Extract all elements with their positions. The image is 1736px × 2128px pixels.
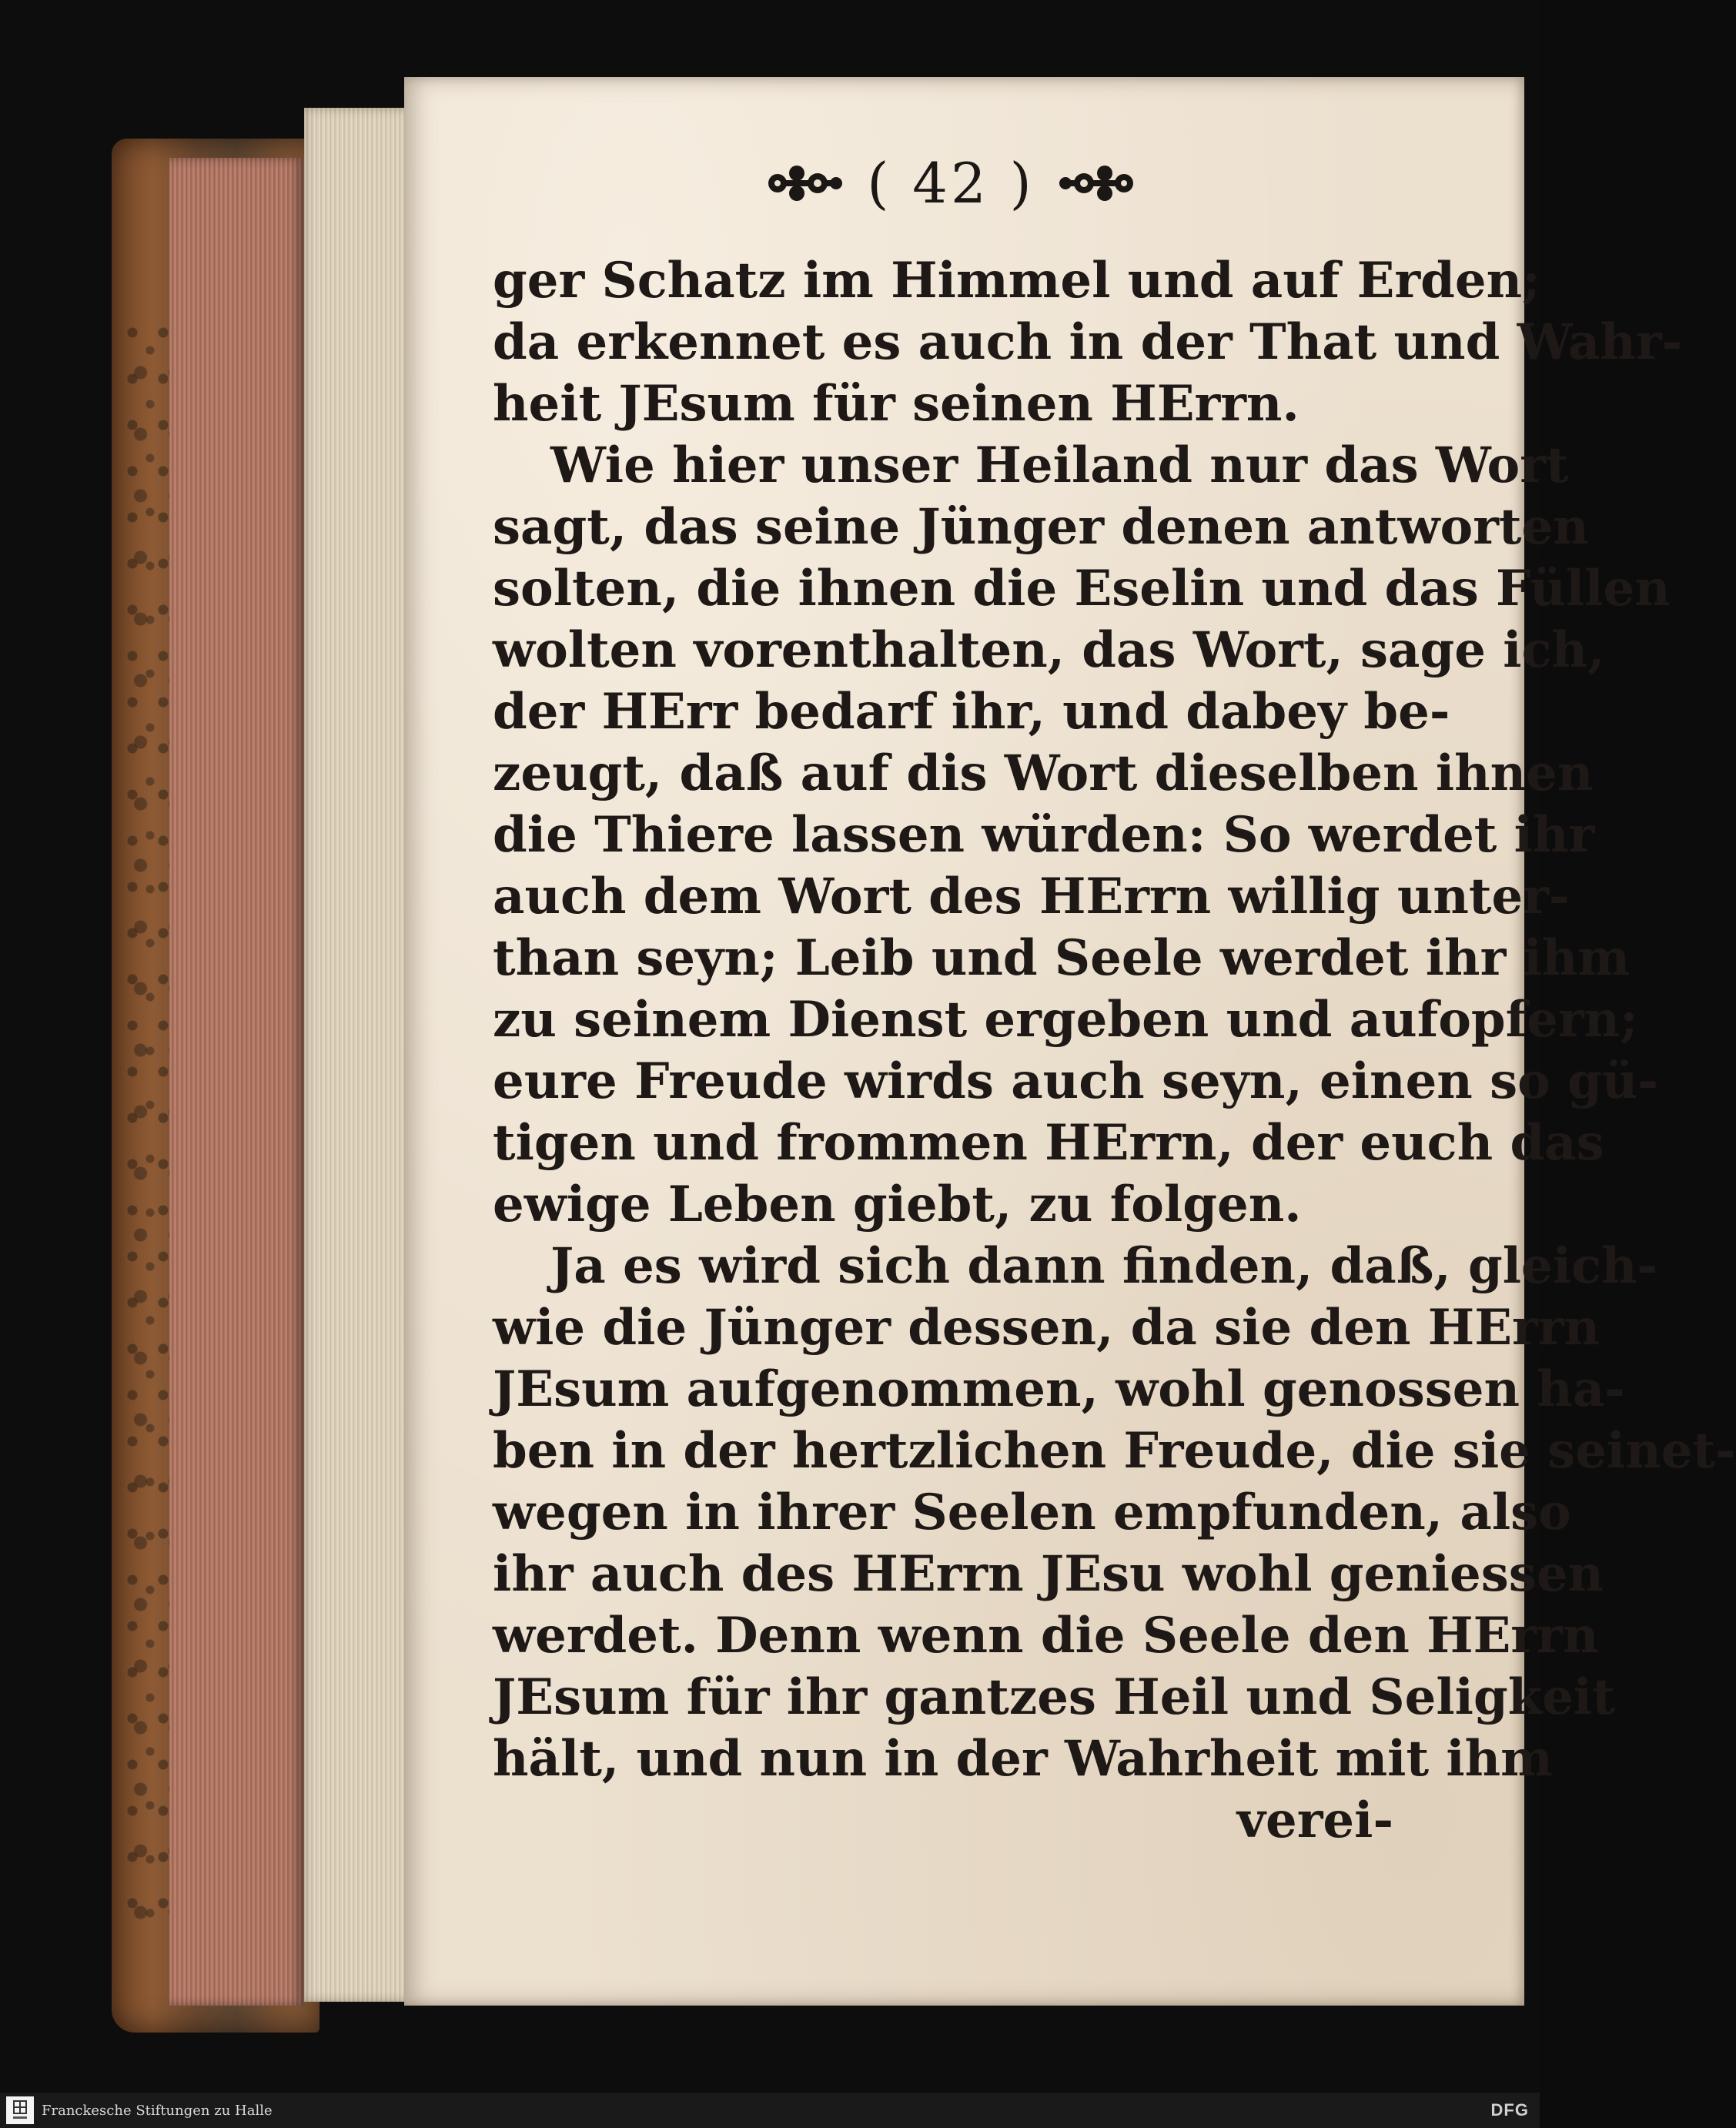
text-line: zu seinem Dienst ergeben und aufopfern; <box>493 991 1638 1049</box>
page-number: ( 42 ) <box>867 151 1035 216</box>
text-line: der HErr bedarf ihr, und dabey be- <box>493 683 1450 741</box>
text-line: wolten vorenthalten, das Wort, sage ich, <box>493 621 1605 679</box>
text-line: eure Freude wirds auch seyn, einen so gü- <box>493 1052 1658 1110</box>
body-text <box>493 250 1736 1852</box>
text-line: solten, die ihnen die Eselin und das Füllen <box>493 560 1671 617</box>
text-line: sagt, das seine Jünger denen antworten <box>493 498 1589 556</box>
text-line: auch dem Wort des HErrn willig unter- <box>493 868 1570 925</box>
text-line: ben in der hertzlichen Freude, die sie seinet- <box>493 1422 1736 1480</box>
text-line: than seyn; Leib und Seele werdet ihr ihm <box>493 929 1631 987</box>
paragraph-start-line: Wie hier unser Heiland nur das Wort <box>550 437 1569 494</box>
text-line: die Thiere lassen würden: So werdet ihr <box>493 806 1595 864</box>
text-line: wegen in ihrer Seelen empfunden, also <box>493 1484 1571 1541</box>
text-line: JEsum aufgenommen, wohl genossen ha- <box>493 1360 1625 1418</box>
left-ornament-icon <box>762 156 847 210</box>
text-line: JEsum für ihr gantzes Heil und Seligkeit <box>493 1668 1615 1726</box>
catchword: verei- <box>1236 1792 1393 1849</box>
page-edges-middle <box>304 108 412 2002</box>
paragraph-start-line: Ja es wird sich dann finden, daß, gleich- <box>550 1237 1658 1295</box>
viewer-footer <box>0 2093 1540 2128</box>
franckesche-stiftungen-emblem-icon <box>11 2100 29 2121</box>
text-line: hält, und nun in der Wahrheit mit ihm <box>493 1730 1553 1788</box>
right-ornament-icon <box>1055 156 1139 210</box>
text-line: wie die Jünger dessen, da sie den HErrn <box>493 1299 1600 1357</box>
text-line: da erkennet es auch in der That und Wahr- <box>493 313 1683 371</box>
dfg-logo[interactable]: DFG <box>1490 2100 1529 2120</box>
page-edges-left <box>169 158 304 2006</box>
text-line: werdet. Denn wenn die Seele den HErrn <box>493 1607 1599 1665</box>
text-line: ger Schatz im Himmel und auf Erden; <box>493 252 1540 309</box>
text-line: heit JEsum für seinen HErrn. <box>493 375 1299 433</box>
text-line: ihr auch des HErrn JEsu wohl geniessen <box>493 1545 1604 1603</box>
institution-name[interactable]: Franckesche Stiftungen zu Halle <box>42 2102 273 2119</box>
text-line: ewige Leben giebt, zu folgen. <box>493 1176 1302 1233</box>
footer-credit <box>6 2096 273 2124</box>
institution-logo-icon[interactable] <box>6 2096 34 2124</box>
text-line: zeugt, daß auf dis Wort dieselben ihnen <box>493 744 1594 802</box>
text-line: tigen und frommen HErrn, der euch das <box>493 1114 1604 1172</box>
page-header <box>716 145 1186 222</box>
